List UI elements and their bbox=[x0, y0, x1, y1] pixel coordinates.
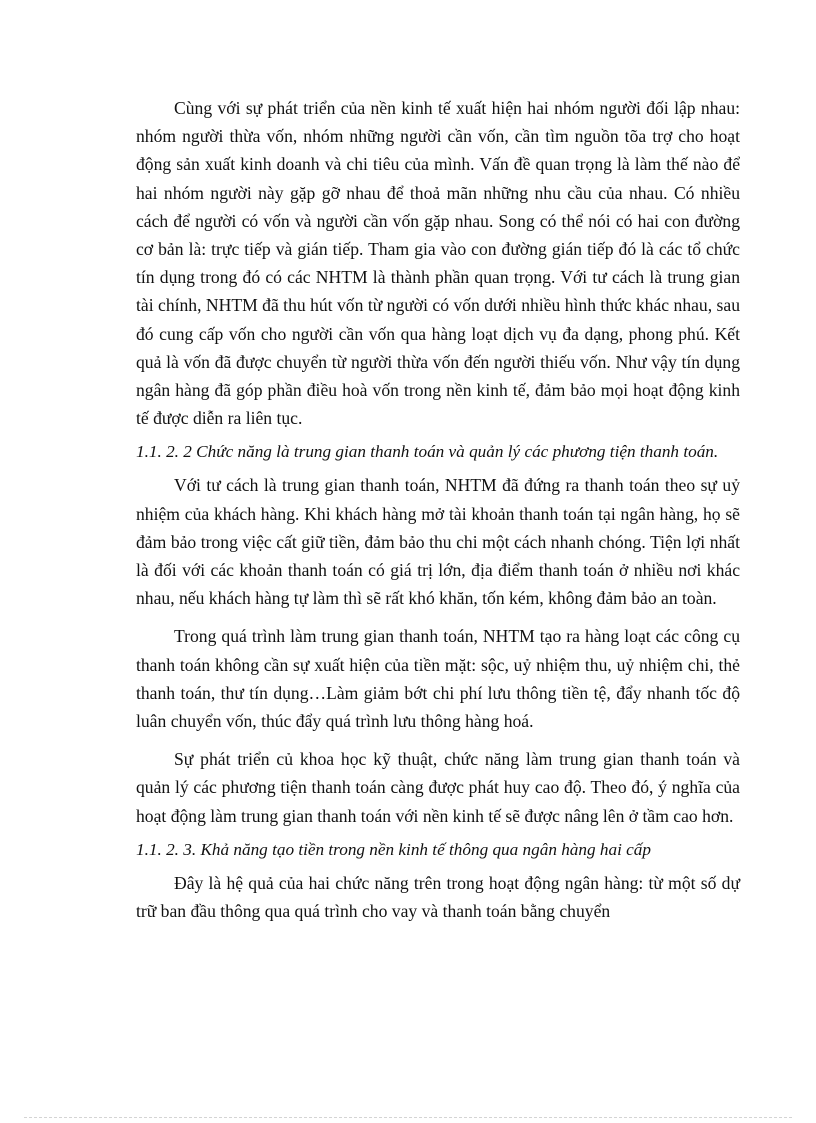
section-heading-1-1-2-2: 1.1. 2. 2 Chức năng là trung gian thanh toán và quản lý các phương tiện thanh toán. bbox=[136, 442, 719, 462]
paragraph-technology-development: Sự phát triển củ khoa học kỹ thuật, chức năng làm trung gian thanh toán và quản lý các phương tiện thanh toán càng được phát huy cao độ. Theo đó, ý nghĩa của hoạt động làm trung gian thanh toán với nền kinh tế sẽ được nâng lên ở tầm cao hơn. bbox=[136, 749, 740, 826]
paragraph-payment-instruments: Trong quá trình làm trung gian thanh toán, NHTM tạo ra hàng loạt các công cụ thanh toán không cần sự xuất hiện của tiền mặt: sộc, uỷ nhiệm thu, uỷ nhiệm chi, thẻ thanh toán, thư tín dụng…Làm giảm bớt chi phí lưu thông tiền tệ, đẩy nhanh tốc độ luân chuyển vốn, thúc đẩy quá trình lưu thông hàng hoá. bbox=[136, 626, 740, 732]
paragraph-capital-flow: Cùng với sự phát triển của nền kinh tế xuất hiện hai nhóm người đối lập nhau: nhóm người thừa vốn, nhóm những người cần vốn, cần tìm nguồn tõa trợ cho hoạt động sản xuất kinh doanh và chi tiêu của mình. Vấn đề quan trọng là làm thế nào để hai nhóm người này gặp gỡ nhau để thoả mãn những nhu cầu của nhau. Có nhiều cách để người có vốn và người cần vốn gặp nhau. Song có thể nói có hai con đường cơ bản là: trực tiếp và gián tiếp. Tham gia vào con đường gián tiếp đó là các tổ chức tín dụng trong đó có các NHTM là thành phần quan trọng. Với tư cách là trung gian tài chính, NHTM đã thu hút vốn từ người có vốn dưới nhiều hình thức khác nhau, sau đó cung cấp vốn cho người cần vốn qua hàng loạt dịch vụ đa dạng, phong phú. Kết quả là vốn đã được chuyển từ người thừa vốn đến người thiếu vốn. Như vậy tín dụng ngân hàng đã góp phần điều hoà vốn trong nền kinh tế, đảm bảo mọi hoạt động kinh tế được diễn ra liên tục. bbox=[136, 98, 740, 429]
paragraph-money-creation: Đây là hệ quả của hai chức năng trên trong hoạt động ngân hàng: từ một số dự trữ ban đầu thông qua quá trình cho vay và thanh toán bằng chuyển bbox=[136, 872, 740, 922]
page-bottom-divider bbox=[24, 1117, 792, 1118]
paragraph-payment-intermediary: Với tư cách là trung gian thanh toán, NHTM đã đứng ra thanh toán theo sự uỷ nhiệm của khách hàng. Khi khách hàng mở tài khoản thanh toán tại ngân hàng, họ sẽ đảm bảo trong việc cất giữ tiền, đảm bảo thu chi một cách nhanh chóng. Tiện lợi nhất là đối với các khoản thanh toán có giá trị lớn, địa điểm thanh toán ở nhiều nơi khác nhau, nếu khách hàng tự làm thì sẽ rất khó khăn, tốn kém, không đảm bảo an toàn. bbox=[136, 475, 740, 609]
document-page bbox=[136, 94, 740, 925]
section-heading-1-1-2-3: 1.1. 2. 3. Khả năng tạo tiền trong nền kinh tế thông qua ngân hàng hai cấp bbox=[136, 839, 651, 859]
